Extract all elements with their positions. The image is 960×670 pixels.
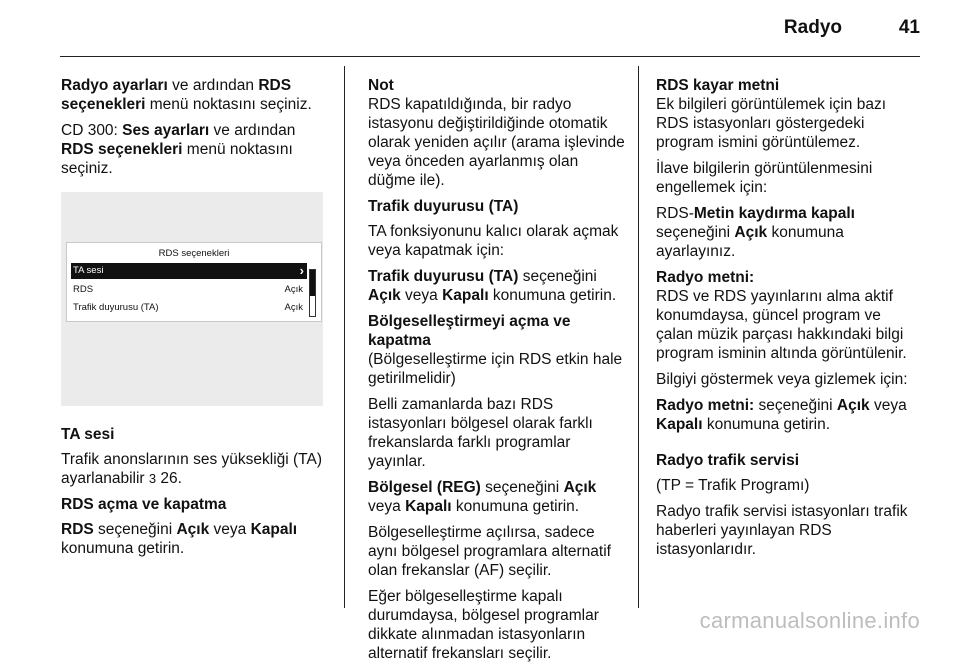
column-divider bbox=[638, 66, 639, 608]
paragraph: Bölgeselleştirme açılırsa, sadece aynı bölgesel programlara alternatif olan frekanslar (AF) seçilir. bbox=[368, 524, 611, 579]
note-text: RDS kapatıldığında, bir radyo istasyonu değiştirildiğinde otomatik olarak yeniden açılır (arama işlevinde veya önceden ayarlanmış olan düğme ile). bbox=[368, 96, 625, 189]
scroll-instruction: RDS-Metin kaydırma kapalı seçeneğini Açık konumuna ayarlayınız. bbox=[656, 205, 855, 260]
menu-item-rds[interactable]: RDS Açık bbox=[73, 284, 303, 295]
paragraph: TA fonksiyonunu kalıcı olarak açmak veya kapatmak için: bbox=[368, 223, 619, 259]
reg-instruction: Bölgesel (REG) seçeneğini Açık veya Kapalı konumuna getirin. bbox=[368, 479, 597, 515]
paragraph: Eğer bölgeselleştirme kapalı durumdaysa, bölgesel programlar dikkate alınmadan istasyonların alternatif frekansları seçilir. bbox=[368, 588, 599, 662]
paragraph: RDS ve RDS yayınlarını alma aktif konumdaysa, güncel program ve çalan müzik parçası hakkındaki bilgi program isminin altında görüntülenir. bbox=[656, 288, 907, 362]
page-number: 41 bbox=[898, 17, 920, 38]
section-heading: Radyo trafik servisi bbox=[656, 452, 800, 469]
display-screenshot bbox=[61, 192, 323, 406]
page-header bbox=[0, 0, 960, 58]
radio-text-instruction: Radyo metni: seçeneğini Açık veya Kapalı konumuna getirin. bbox=[656, 397, 907, 433]
section-heading: Radyo metni: bbox=[656, 269, 755, 286]
section-heading: TA sesi bbox=[61, 426, 115, 443]
paragraph: (TP = Trafik Programı) bbox=[656, 477, 810, 494]
chevron-right-icon: › bbox=[299, 263, 304, 278]
cd300-instruction: CD 300: Ses ayarları ve ardından RDS seçenekleri menü noktasını seçiniz. bbox=[61, 122, 296, 177]
paragraph: (Bölgeselleştirme için RDS etkin hale getirilmelidir) bbox=[368, 351, 623, 387]
ta-sesi-text: Trafik anonslarının ses yüksekliği (TA) ayarlanabilir 3 26. bbox=[61, 451, 323, 487]
header-rule bbox=[60, 56, 920, 57]
section-heading: Trafik duyurusu (TA) bbox=[368, 198, 519, 215]
note-heading: Not bbox=[368, 77, 394, 94]
section-heading: RDS kayar metni bbox=[656, 77, 780, 94]
column-1 bbox=[61, 76, 331, 565]
menu-instruction: Radyo ayarları ve ardından RDS seçenekleri menü noktasını seçiniz. bbox=[61, 77, 312, 113]
page-title: Radyo bbox=[783, 17, 842, 38]
column-3 bbox=[656, 76, 921, 566]
arrow-ref-icon: 3 bbox=[148, 471, 157, 486]
section-heading: RDS açma ve kapatma bbox=[61, 496, 227, 513]
rds-instruction: RDS seçeneğini Açık veya Kapalı konumuna getirin. bbox=[61, 521, 298, 557]
paragraph: Radyo trafik servisi istasyonları trafik haberleri yayınlayan RDS istasyonlarıdır. bbox=[656, 503, 908, 558]
rds-options-menu bbox=[66, 242, 322, 322]
menu-title: RDS seçenekleri bbox=[158, 248, 230, 259]
column-2 bbox=[368, 76, 626, 670]
column-divider bbox=[344, 66, 345, 608]
paragraph: Bilgiyi göstermek veya gizlemek için: bbox=[656, 371, 908, 388]
ta-instruction: Trafik duyurusu (TA) seçeneğini Açık veya Kapalı konumuna getirin. bbox=[368, 268, 617, 304]
paragraph: Ek bilgileri görüntülemek için bazı RDS istasyonları göstergedeki program ismini görüntülemez. bbox=[656, 96, 887, 151]
paragraph: Belli zamanlarda bazı RDS istasyonları bölgesel olarak farklı frekanslarda farklı programlar yayınlar. bbox=[368, 396, 593, 470]
paragraph: İlave bilgilerin görüntülenmesini engellemek için: bbox=[656, 160, 873, 196]
section-heading: Bölgeselleştirmeyi açma ve kapatma bbox=[368, 313, 571, 349]
scrollbar bbox=[309, 269, 316, 317]
menu-item-traffic-announcement[interactable]: Trafik duyurusu (TA) Açık bbox=[73, 302, 303, 313]
menu-item-ta-sesi[interactable]: TA sesi › bbox=[71, 263, 307, 279]
watermark: carmanualsonline.info bbox=[699, 608, 920, 633]
